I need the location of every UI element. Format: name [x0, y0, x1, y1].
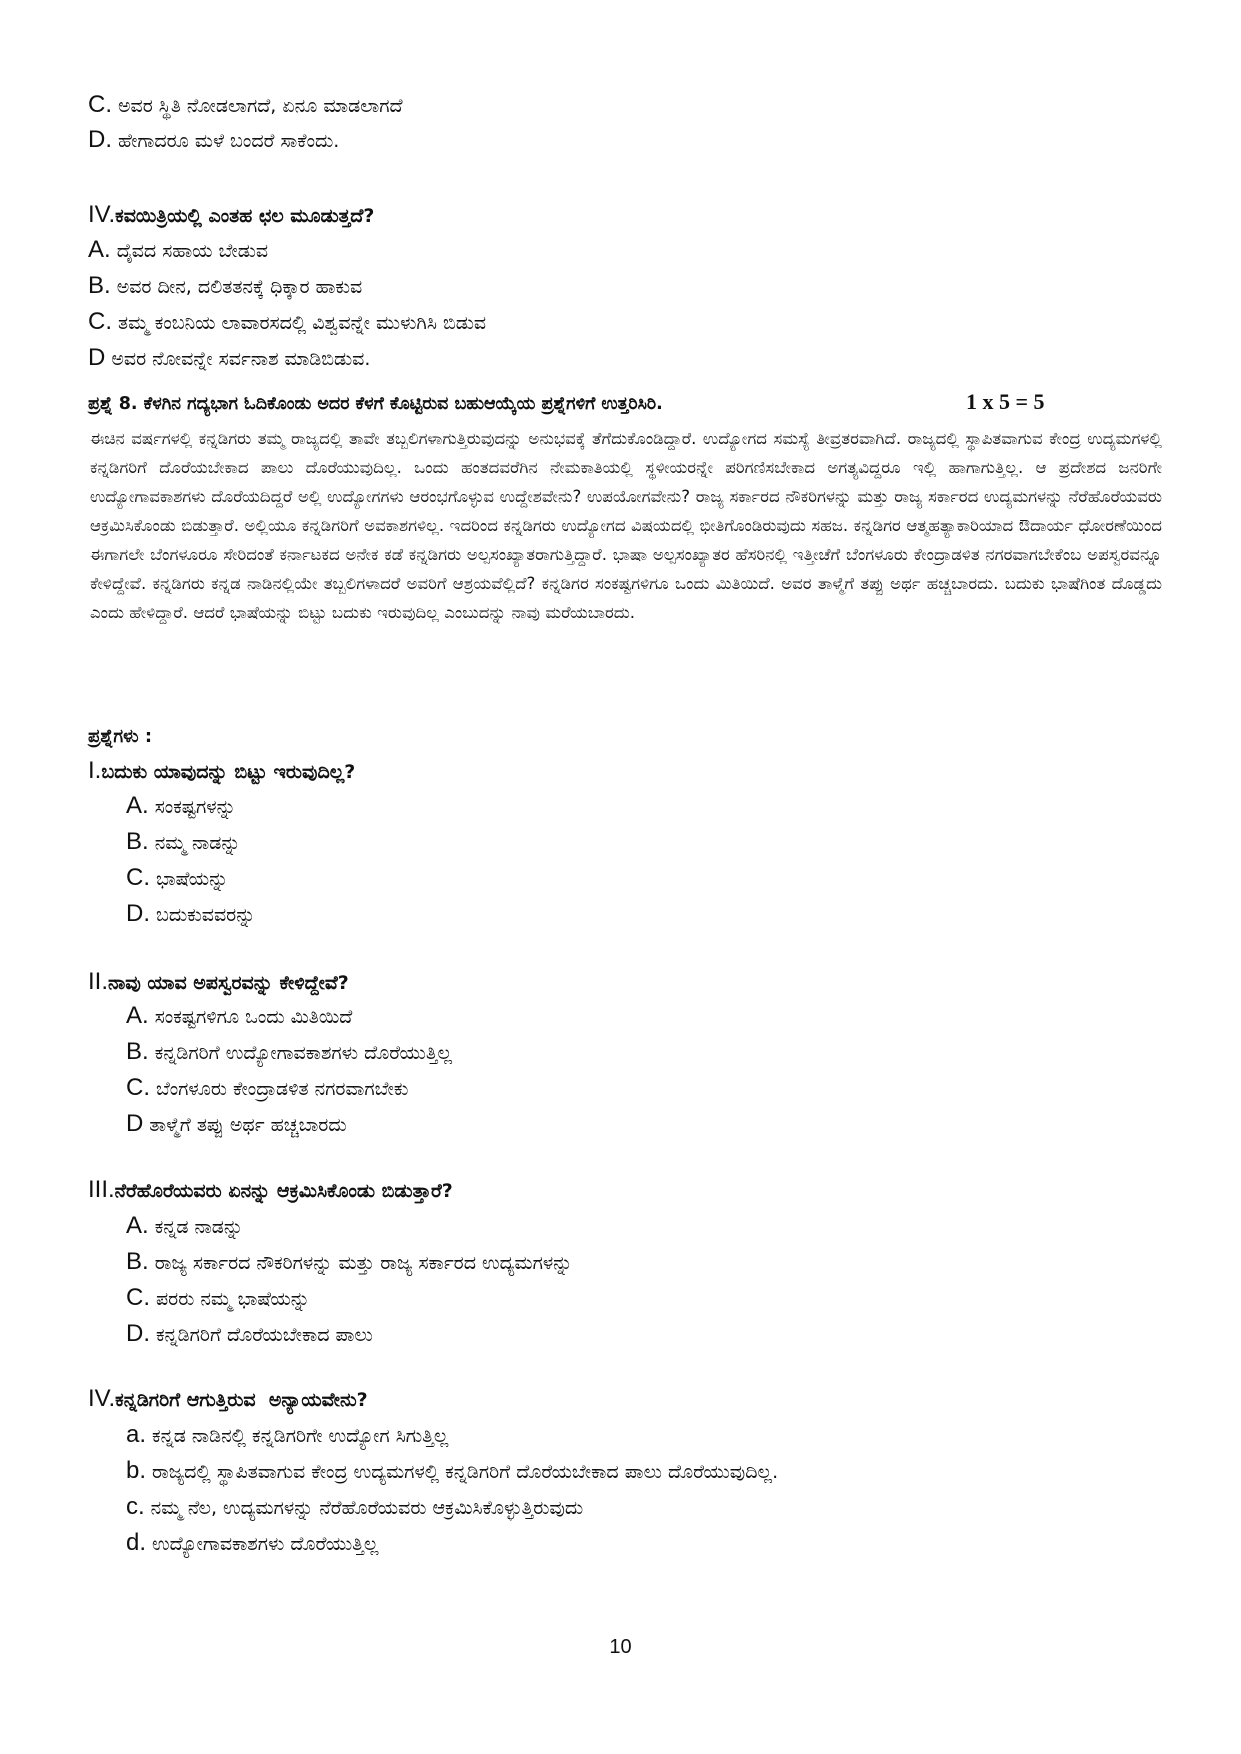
option-c: C. ಪರರು ನಮ್ಮ ಭಾಷೆಯನ್ನು: [126, 1284, 310, 1311]
section-heading: ಪ್ರಶ್ನೆ 8. ಕೆಳಗಿನ ಗದ್ಯಭಾಗ ಓದಿಕೊಂಡು ಅದರ ಕೆಳಗೆ ಕೊಟ್ಟಿರುವ ಬಹುಆಯ್ಕೆಯ ಪ್ರಶ್ನೆಗಳಿಗೆ ಉತ್ತರಿಸಿರಿ.: [88, 394, 663, 414]
option-b: B. ರಾಜ್ಯ ಸರ್ಕಾರದ ನೌಕರಿಗಳನ್ನು ಮತ್ತು ರಾಜ್ಯ ಸರ್ಕಾರದ ಉದ್ಯಮಗಳನ್ನು: [126, 1248, 573, 1275]
option-a: A. ಸಂಕಷ್ಟಗಳನ್ನು: [126, 792, 236, 819]
marks-label: 1 x 5 = 5: [966, 389, 1045, 414]
option-d: D ತಾಳ್ಮೆಗೆ ತಪ್ಪು ಅರ್ಥ ಹಚ್ಚಬಾರದು: [126, 1110, 347, 1137]
option-c: C. ಬೆಂಗಳೂರು ಕೇಂದ್ರಾಡಳಿತ ನಗರವಾಗಬೇಕು: [126, 1074, 409, 1101]
option-b: B. ಅವರ ದೀನ, ದಲಿತತನಕ್ಕೆ ಧಿಕ್ಕಾರ ಹಾಕುವ: [88, 272, 363, 299]
option-b: B. ಕನ್ನಡಿಗರಿಗೆ ಉದ್ಯೋಗಾವಕಾಶಗಳು ದೊರೆಯುತ್ತಿಲ್ಲ: [126, 1038, 453, 1065]
option-a: A. ದೈವದ ಸಹಾಯ ಬೇಡುವ: [88, 236, 269, 263]
option-c: C. ಅವರ ಸ್ಥಿತಿ ನೋಡಲಾಗದೆ, ಏನೂ ಮಾಡಲಾಗದೆ: [88, 91, 403, 118]
option-d: D. ಕನ್ನಡಿಗರಿಗೆ ದೊರೆಯಬೇಕಾದ ಪಾಲು: [126, 1320, 373, 1347]
option-d: d. ಉದ್ಯೋಗಾವಕಾಶಗಳು ದೊರೆಯುತ್ತಿಲ್ಲ: [126, 1529, 379, 1556]
passage-text: ಈಚಿನ ವರ್ಷಗಳಲ್ಲಿ ಕನ್ನಡಿಗರು ತಮ್ಮ ರಾಜ್ಯದಲ್ಲಿ ತಾವೇ ತಬ್ಬಲಿಗಳಾಗುತ್ತಿರುವುದನ್ನು ಅನುಭವಕ್ಕೆ ತೆಗೆದುಕೊಂಡಿದ್ದಾರೆ. ಉದ್ಯೋಗದ ಸಮಸ್ಯೆ ತೀವ್ರತರವಾಗಿದೆ. ರಾಜ್ಯದಲ್ಲಿ ಸ್ಥಾಪಿತವಾಗುವ ಕೇಂದ್ರ ಉದ್ಯಮಗಳಲ್ಲಿ ಕನ್ನಡಿಗರಿಗೆ ದೊರೆಯಬೇಕಾದ ಪಾಲು ದೊರೆಯುವುದಿಲ್ಲ. ಒಂದು ಹಂತದವರೆಗಿನ ನೇಮಕಾತಿಯಲ್ಲಿ ಸ್ಥಳೀಯರನ್ನೇ ಪರಿಗಣಿಸಬೇಕಾದ ಅಗತ್ಯವಿದ್ದರೂ ಇಲ್ಲಿ ಹಾಗಾಗುತ್ತಿಲ್ಲ. ಆ ಪ್ರದೇಶದ ಜನರಿಗೇ ಉದ್ಯೋಗಾವಕಾಶಗಳು ದೊರೆಯದಿದ್ದರೆ ಅಲ್ಲಿ ಉದ್ಯೋಗಗಳು ಆರಂಭಗೊಳ್ಳುವ ಉದ್ದೇಶವೇನು? ಉಪಯೋಗವೇನು? ರಾಜ್ಯ ಸರ್ಕಾರದ ನೌಕರಿಗಳನ್ನು ಮತ್ತು ರಾಜ್ಯ ಸರ್ಕಾರದ ಉದ್ಯಮಗಳನ್ನು ನೆರೆಹೊರೆಯವರು ಆಕ್ರಮಿಸಿಕೊಂಡು ಬಿಡುತ್ತಾರೆ. ಅಲ್ಲಿಯೂ ಕನ್ನಡಿಗರಿಗೆ ಅವಕಾಶಗಳಿಲ್ಲ. ಇದರಿಂದ ಕನ್ನಡಿಗರು ಉದ್ಯೋಗದ ವಿಷಯದಲ್ಲಿ ಭೀತಿಗೊಂಡಿರುವುದು ಸಹಜ. ಕನ್ನಡಿಗರ ಆತ್ಮಹತ್ಯಾಕಾರಿಯಾದ ಔದಾರ್ಯ ಧೋರಣೆಯಿಂದ ಈಗಾಗಲೇ ಬೆಂಗಳೂರೂ ಸೇರಿದಂತೆ ಕರ್ನಾಟಕದ ಅನೇಕ ಕಡೆ ಕನ್ನಡಿಗರು ಅಲ್ಪಸಂಖ್ಯಾತರಾಗುತ್ತಿದ್ದಾರೆ. ಭಾಷಾ ಅಲ್ಪಸಂಖ್ಯಾತರ ಹೆಸರಿನಲ್ಲಿ ಇತ್ತೀಚೆಗೆ ಬೆಂಗಳೂರು ಕೇಂದ್ರಾಡಳಿತ ನಗರವಾಗಬೇಕೆಂಬ ಅಪಸ್ವರವನ್ನೂ ಕೇಳಿದ್ದೇವೆ. ಕನ್ನಡಿಗರು ಕನ್ನಡ ನಾಡಿನಲ್ಲಿಯೇ ತಬ್ಬಲಿಗಳಾದರೆ ಅವರಿಗೆ ಆಶ್ರಯವೆಲ್ಲಿದೆ? ಕನ್ನಡಿಗರ ಸಂಕಷ್ಟಗಳಿಗೂ ಒಂದು ಮಿತಿಯಿದೆ. ಅವರ ತಾಳ್ಮೆಗೆ ತಪ್ಪು ಅರ್ಥ ಹಚ್ಚಬಾರದು. ಬದುಕು ಭಾಷೆಗಿಂತ ದೊಡ್ಡದು ಎಂದು ಹೇಳಿದ್ದಾರೆ. ಆದರೆ ಭಾಷೆಯನ್ನು ಬಿಟ್ಟು ಬದುಕು ಇರುವುದಿಲ್ಲ ಎಂಬುದನ್ನು ನಾವು ಮರೆಯಬಾರದು.: [90, 429, 1162, 622]
question-heading: I.ಬದುಕು ಯಾವುದನ್ನು ಬಿಟ್ಟು ಇರುವುದಿಲ್ಲ?: [88, 757, 356, 784]
option-a: A. ಕನ್ನಡ ನಾಡನ್ನು: [126, 1212, 244, 1239]
option-b: B. ನಮ್ಮ ನಾಡನ್ನು: [126, 828, 241, 855]
option-d: D ಅವರ ನೋವನ್ನೇ ಸರ್ವನಾಶ ಮಾಡಿಬಿಡುವ.: [88, 344, 371, 371]
option-b: b. ರಾಜ್ಯದಲ್ಲಿ ಸ್ಥಾಪಿತವಾಗುವ ಕೇಂದ್ರ ಉದ್ಯಮಗಳಲ್ಲಿ ಕನ್ನಡಿಗರಿಗೆ ದೊರೆಯಬೇಕಾದ ಪಾಲು ದೊರೆಯುವುದಿಲ್ಲ.: [126, 1457, 779, 1484]
option-c: C. ತಮ್ಮ ಕಂಬನಿಯ ಲಾವಾರಸದಲ್ಲಿ ವಿಶ್ವವನ್ನೇ ಮುಳುಗಿಸಿ ಬಿಡುವ: [88, 308, 487, 335]
questions-label: ಪ್ರಶ್ನೆಗಳು :: [88, 726, 153, 747]
question-heading: III.ನೆರೆಹೊರೆಯವರು ಏನನ್ನು ಆಕ್ರಮಿಸಿಕೊಂಡು ಬಿಡುತ್ತಾರೆ?: [88, 1176, 453, 1203]
option-c: c. ನಮ್ಮ ನೆಲ, ಉದ್ಯಮಗಳನ್ನು ನೆರೆಹೊರೆಯವರು ಆಕ್ರಮಿಸಿಕೊಳ್ಳುತ್ತಿರುವುದು: [126, 1493, 584, 1520]
option-a: A. ಸಂಕಷ್ಟಗಳಿಗೂ ಒಂದು ಮಿತಿಯಿದೆ: [126, 1002, 353, 1029]
option-a: a. ಕನ್ನಡ ನಾಡಿನಲ್ಲಿ ಕನ್ನಡಿಗರಿಗೇ ಉದ್ಯೋಗ ಸಿಗುತ್ತಿಲ್ಲ: [126, 1421, 449, 1448]
question-heading: IV.ಕವಯಿತ್ರಿಯಲ್ಲಿ ಎಂತಹ ಛಲ ಮೂಡುತ್ತದೆ?: [88, 201, 375, 228]
option-c: C. ಭಾಷೆಯನ್ನು: [126, 864, 229, 891]
question-heading: IV.ಕನ್ನಡಿಗರಿಗೆ ಆಗುತ್ತಿರುವ ಅನ್ಯಾಯವೇನು?: [88, 1385, 368, 1412]
question-heading: II.ನಾವು ಯಾವ ಅಪಸ್ವರವನ್ನು ಕೇಳಿದ್ದೇವೆ?: [88, 968, 349, 995]
option-d: D. ಬದುಕುವವರನ್ನು: [126, 900, 256, 927]
page-number: 10: [609, 1636, 632, 1658]
option-d: D. ಹೇಗಾದರೂ ಮಳೆ ಬಂದರೆ ಸಾಕೆಂದು.: [88, 126, 340, 153]
